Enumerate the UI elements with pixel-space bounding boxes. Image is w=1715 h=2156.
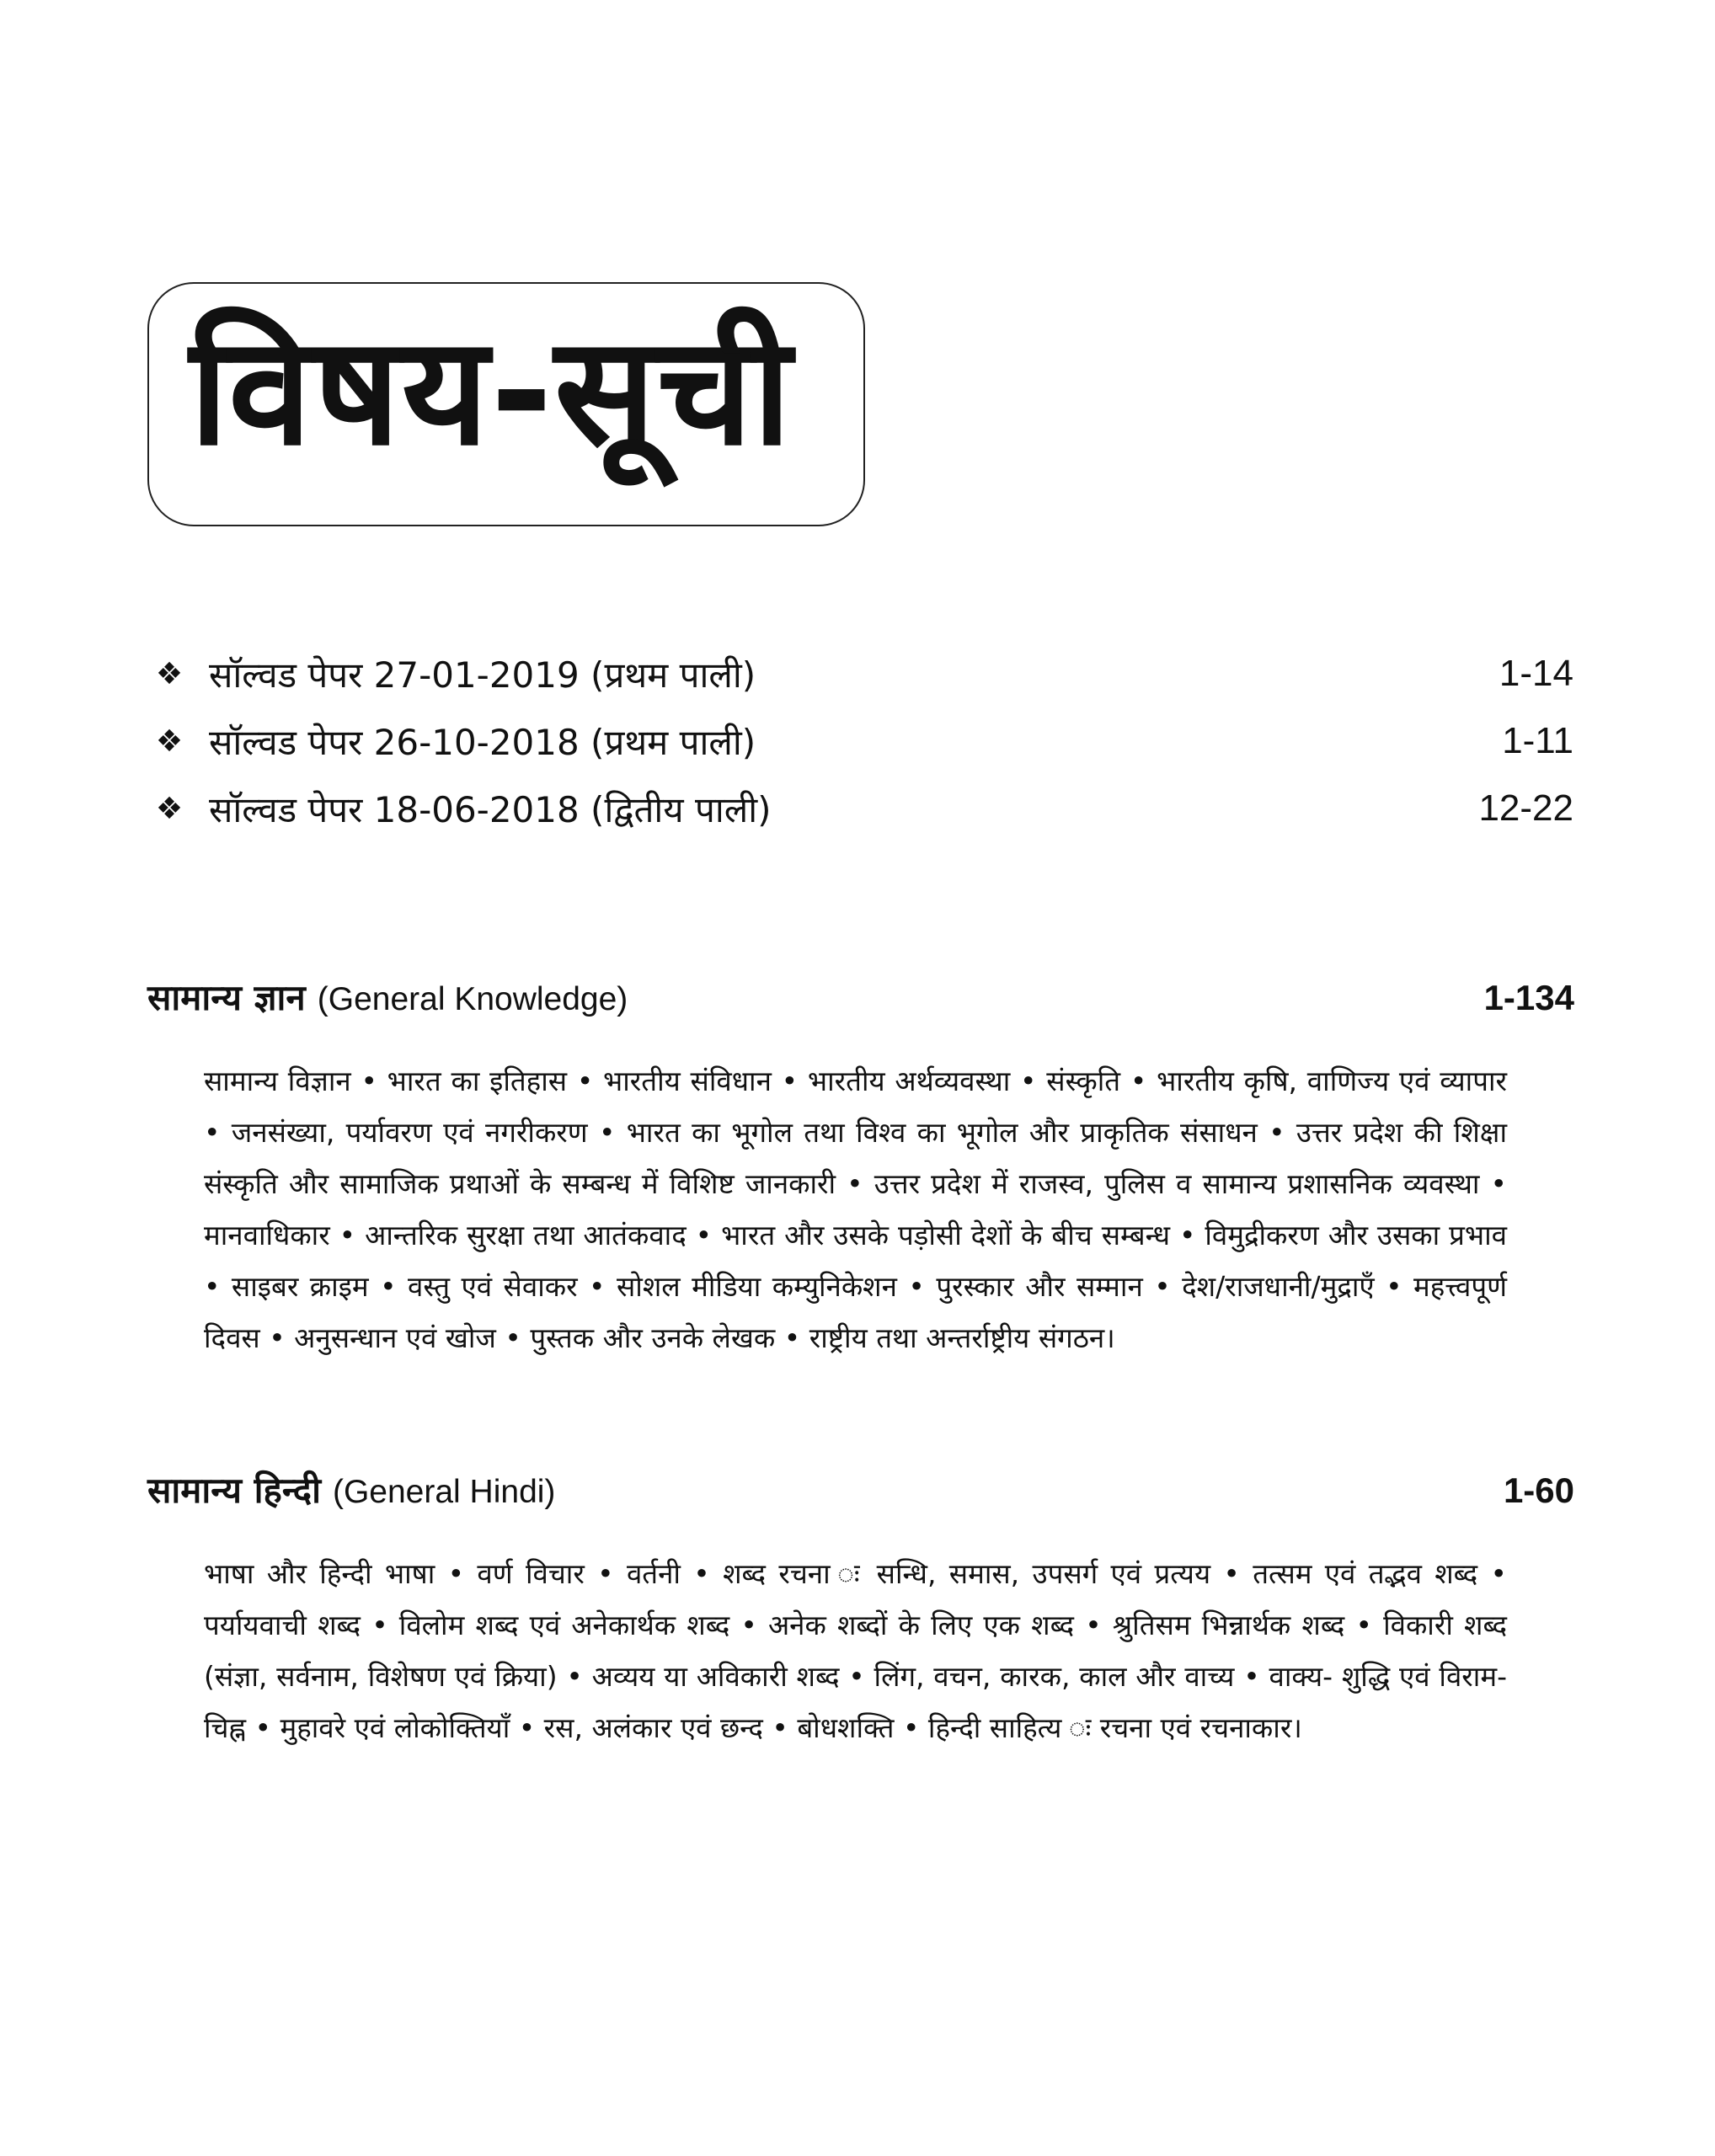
section-topics: भाषा और हिन्दी भाषा • वर्ण विचार • वर्तनी • शब्द रचना ः सन्धि, समास, उपसर्ग एवं प्रत्यय • तत्सम एवं तद्भव शब्द • पर्यायवाची शब्द • विलोम शब्द एवं अनेकार्थक शब्द • अनेक शब्दों के लिए एक शब्द • श्रुतिसम भिन्नार्थक शब्द • विकारी शब्द (संज्ञा, सर्वनाम, विशेषण एवं क्रिया) • अव्यय या अविकारी शब्द • लिंग, वचन, कारक, काल और वाच्य • वाक्य- शुद्धि एवं विराम-चिह्न • मुहावरे एवं लोकोक्तियाँ • रस, अलंकार एवं छन्द • बोधशक्ति • हिन्दी साहित्य ः रचना एवं रचनाकार। — [204, 1557, 1507, 1744]
section-pages: 1-60 — [1503, 1470, 1574, 1510]
page-title: विषय-सूची — [190, 304, 793, 478]
paper-row[interactable] — [150, 707, 1573, 775]
section-general-hindi — [147, 1465, 1574, 1753]
paper-label: सॉल्वड पेपर 27-01-2019 (प्रथम पाली) — [209, 654, 756, 696]
paper-pages: 12-22 — [1478, 787, 1573, 829]
diamond-bullet-icon: ❖ — [155, 723, 184, 759]
paper-label: सॉल्वड पेपर 26-10-2018 (प्रथम पाली) — [209, 721, 756, 763]
paper-row[interactable] — [150, 640, 1573, 707]
section-title: सामान्य ज्ञान — [147, 977, 306, 1018]
section-subtitle: (General Knowledge) — [317, 981, 628, 1017]
diamond-bullet-icon: ❖ — [155, 791, 184, 826]
section-header[interactable] — [147, 973, 1574, 1032]
paper-row[interactable] — [150, 775, 1573, 842]
paper-label: सॉल्वड पेपर 18-06-2018 (द्वितीय पाली) — [209, 788, 772, 830]
section-subtitle: (General Hindi) — [332, 1474, 556, 1510]
diamond-bullet-icon: ❖ — [155, 656, 184, 691]
section-header[interactable] — [147, 1465, 1574, 1524]
section-title: सामान्य हिन्दी — [147, 1470, 321, 1511]
section-pages: 1-134 — [1483, 978, 1574, 1017]
title-box — [147, 282, 865, 526]
section-topics: सामान्य विज्ञान • भारत का इतिहास • भारतीय संविधान • भारतीय अर्थव्यवस्था • संस्कृति • भारतीय कृषि, वाणिज्य एवं व्यापार • जनसंख्या, पर्यावरण एवं नगरीकरण • भारत का भूगोल तथा विश्व का भूगोल और प्राकृतिक संसाधन • उत्तर प्रदेश की शिक्षा संस्कृति और सामाजिक प्रथाओं के सम्बन्ध में विशिष्ट जानकारी • उत्तर प्रदेश में राजस्व, पुलिस व सामान्य प्रशासनिक व्यवस्था • मानवाधिकार • आन्तरिक सुरक्षा तथा आतंकवाद • भारत और उसके पड़ोसी देशों के बीच सम्बन्ध • विमुद्रीकरण और उसका प्रभाव • साइबर क्राइम • वस्तु एवं सेवाकर • सोशल मीडिया कम्युनिकेशन • पुरस्कार और सम्मान • देश/राजधानी/मुद्राएँ • महत्त्वपूर्ण दिवस • अनुसन्धान एवं खोज • पुस्तक और उनके लेखक • राष्ट्रीय तथा अन्तर्राष्ट्रीय संगठन। — [204, 1065, 1507, 1354]
solved-paper-list — [150, 640, 1573, 842]
paper-pages: 1-11 — [1502, 720, 1573, 761]
section-general-knowledge — [147, 973, 1574, 1364]
paper-pages: 1-14 — [1499, 653, 1573, 694]
